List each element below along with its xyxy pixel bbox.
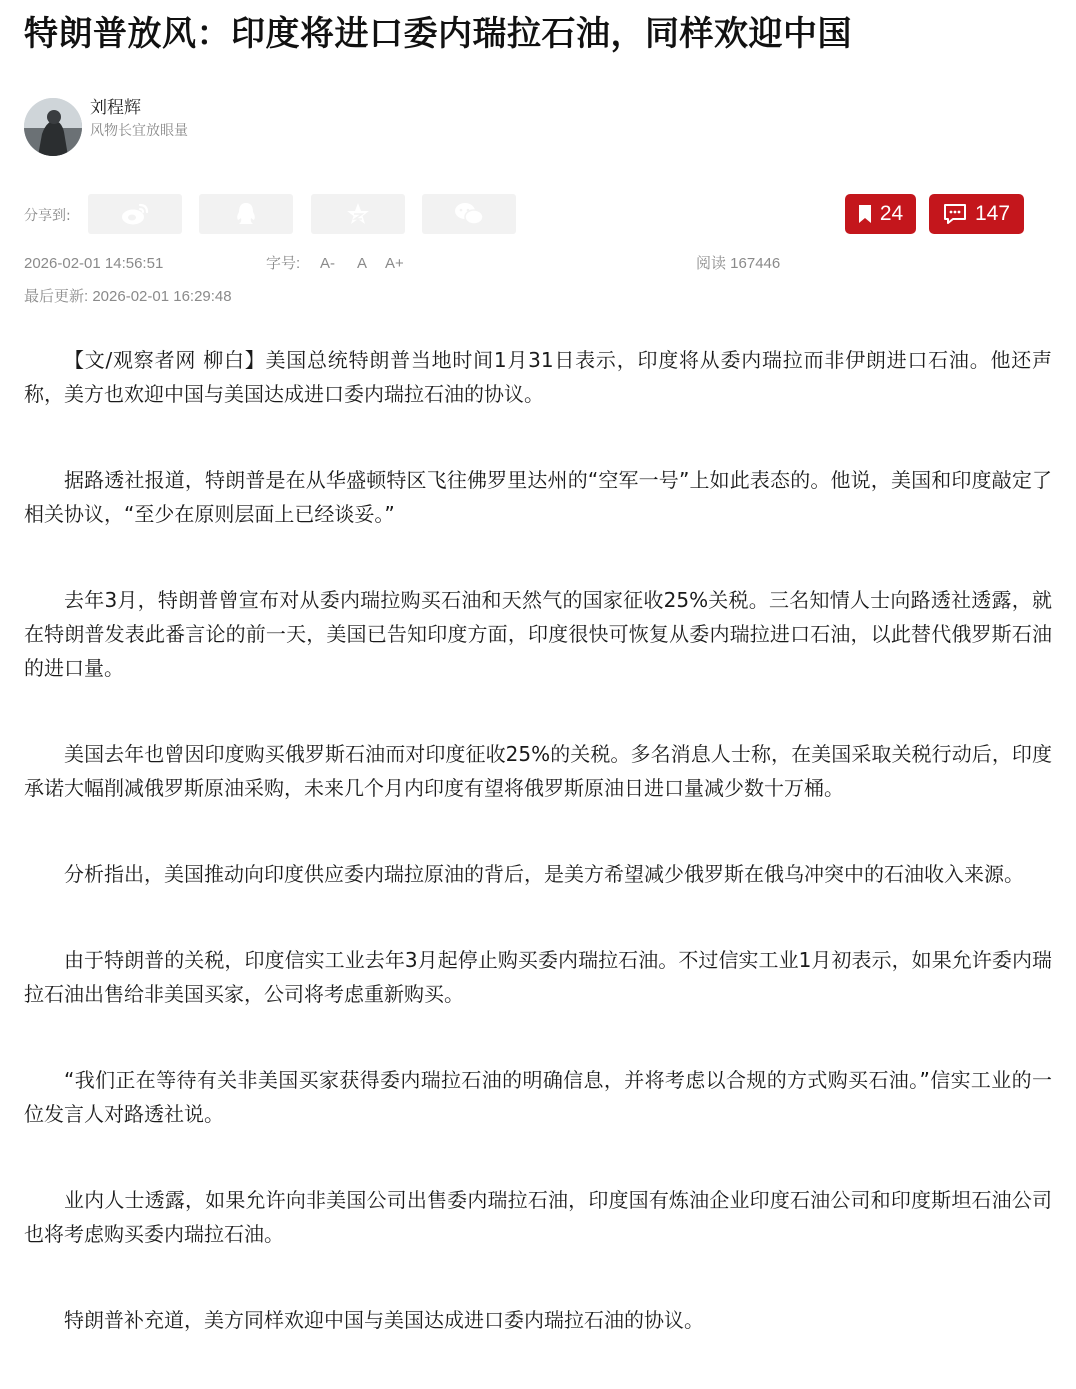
author-description: 风物长宜放眼量 [90, 123, 188, 139]
publish-time: 2026-02-01 14:56:51 [24, 255, 164, 272]
share-wechat-button[interactable] [422, 194, 516, 234]
article-title: 特朗普放风：印度将进口委内瑞拉石油，同样欢迎中国 [24, 14, 852, 54]
share-qzone-button[interactable] [311, 194, 405, 234]
author-name[interactable]: 刘程辉 [90, 98, 141, 118]
share-qq-button[interactable] [199, 194, 293, 234]
bookmark-button[interactable] [845, 194, 916, 234]
weibo-icon [120, 202, 150, 226]
article-body [24, 343, 1052, 1389]
avatar[interactable] [24, 98, 82, 156]
comment-icon [943, 203, 975, 225]
comment-button[interactable] [929, 194, 1024, 234]
article-paragraph: 据路透社报道，特朗普是在从华盛顿特区飞往佛罗里达州的“空军一号”上如此表态的。他说，美国和印度敲定了相关协议，“至少在原则层面上已经谈妥。” [24, 468, 1052, 526]
wechat-icon [453, 201, 485, 227]
read-count: 阅读 167446 [696, 255, 781, 272]
share-weibo-button[interactable] [88, 194, 182, 234]
article-paragraph: 特朗普补充道，美方同样欢迎中国与美国达成进口委内瑞拉石油的协议。 [64, 1308, 704, 1332]
article-paragraph: 美国去年也曾因印度购买俄罗斯石油而对印度征收25%的关税。多名消息人士称，在美国采取关税行动后，印度承诺大幅削减俄罗斯原油采购，未来几个月内印度有望将俄罗斯原油日进口量减少数十万桶。 [24, 742, 1052, 800]
comment-count: 147 [974, 202, 1011, 225]
article-paragraph: 分析指出，美国推动向印度供应委内瑞拉原油的背后，是美方希望减少俄罗斯在俄乌冲突中的石油收入来源。 [64, 862, 1024, 886]
font-size-default-button[interactable]: A [357, 255, 368, 272]
bookmark-icon [858, 204, 880, 224]
article-paragraph: 【文/观察者网 柳白】美国总统特朗普当地时间1月31日表示，印度将从委内瑞拉而非伊朗进口石油。他还声称，美方也欢迎中国与美国达成进口委内瑞拉石油的协议。 [24, 348, 1052, 406]
article-paragraph: 由于特朗普的关税，印度信实工业去年3月起停止购买委内瑞拉石油。不过信实工业1月初表示，如果允许委内瑞拉石油出售给非美国买家，公司将考虑重新购买。 [24, 948, 1052, 1006]
font-size-decrease-button[interactable]: A- [320, 255, 335, 272]
article-paragraph: 去年3月，特朗普曾宣布对从委内瑞拉购买石油和天然气的国家征收25%关税。三名知情人士向路透社透露，就在特朗普发表此番言论的前一天，美国已告知印度方面，印度很快可恢复从委内瑞拉进口石油，以此替代俄罗斯石油的进口量。 [24, 588, 1052, 680]
font-size-label: 字号: [266, 255, 301, 272]
qzone-star-icon [345, 201, 371, 227]
font-size-increase-button[interactable]: A+ [385, 255, 404, 272]
article-paragraph: “我们正在等待有关非美国买家获得委内瑞拉石油的明确信息，并将考虑以合规的方式购买石油。”信实工业的一位发言人对路透社说。 [24, 1068, 1052, 1126]
bookmark-count: 24 [879, 202, 904, 225]
last-updated: 最后更新: 2026-02-01 16:29:48 [24, 288, 232, 305]
share-label: 分享到: [24, 208, 71, 224]
qq-icon [234, 201, 258, 227]
article-paragraph: 业内人士透露，如果允许向非美国公司出售委内瑞拉石油，印度国有炼油企业印度石油公司和印度斯坦石油公司也将考虑购买委内瑞拉石油。 [24, 1188, 1052, 1246]
